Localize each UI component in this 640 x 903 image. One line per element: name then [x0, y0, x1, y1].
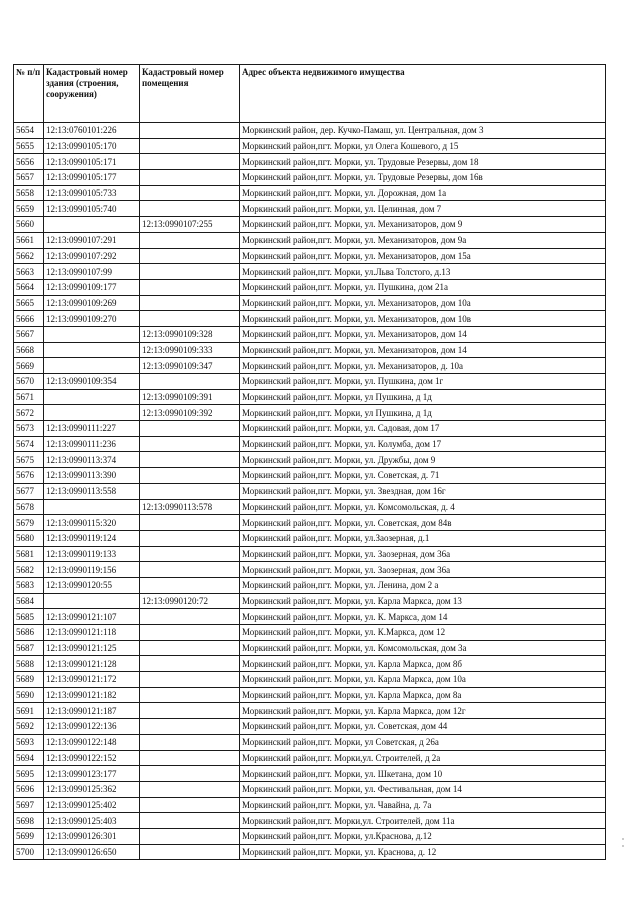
- table-row: [14, 311, 606, 327]
- cell-num: 5690: [14, 687, 44, 703]
- cell-address: Моркинский район,пгт. Морки, ул.Краснова, д.12: [240, 828, 606, 844]
- cell-num: 5669: [14, 358, 44, 374]
- table-row: [14, 546, 606, 562]
- table-row: [14, 436, 606, 452]
- cell-room-cadastral: [140, 766, 240, 782]
- cell-num: 5696: [14, 781, 44, 797]
- cell-address: Моркинский район,пгт. Морки, ул. Карла Маркса, дом 10а: [240, 672, 606, 688]
- cell-room-cadastral: [140, 201, 240, 217]
- cell-num: 5684: [14, 593, 44, 609]
- cell-room-cadastral: [140, 781, 240, 797]
- cell-room-cadastral: [140, 232, 240, 248]
- cell-address: Моркинский район,пгт. Морки, ул.Заозерная, д.1: [240, 530, 606, 546]
- table-row: [14, 154, 606, 170]
- cell-room-cadastral: [140, 828, 240, 844]
- cell-building-cadastral: [44, 405, 140, 421]
- table-row: [14, 264, 606, 280]
- table-row: [14, 295, 606, 311]
- table-row: [14, 326, 606, 342]
- cell-num: 5663: [14, 264, 44, 280]
- cell-address: Моркинский район,пгт. Морки, ул. Заозерная, дом 36а: [240, 546, 606, 562]
- header-row: [14, 65, 606, 123]
- cell-num: 5686: [14, 625, 44, 641]
- cell-num: 5693: [14, 734, 44, 750]
- cell-building-cadastral: 12:13:0990107:99: [44, 264, 140, 280]
- cell-address: Моркинский район,пгт. Морки, ул. Заозерная, дом 36а: [240, 562, 606, 578]
- cell-address: Моркинский район,пгт. Морки, ул Пушкина, д 1д: [240, 405, 606, 421]
- scan-speck: [622, 838, 624, 840]
- cell-num: 5679: [14, 515, 44, 531]
- cell-room-cadastral: [140, 656, 240, 672]
- cell-address: Моркинский район,пгт. Морки, ул. Фестивальная, дом 14: [240, 781, 606, 797]
- table-row: [14, 123, 606, 139]
- cell-room-cadastral: [140, 734, 240, 750]
- cell-address: Моркинский район,пгт. Морки, ул Советская, д 26а: [240, 734, 606, 750]
- cell-num: 5665: [14, 295, 44, 311]
- cell-num: 5695: [14, 766, 44, 782]
- cell-address: Моркинский район,пгт. Морки, ул. Ленина, дом 2 а: [240, 577, 606, 593]
- cell-address: Моркинский район,пгт. Морки, ул. К. Маркса, дом 14: [240, 609, 606, 625]
- cell-num: 5692: [14, 719, 44, 735]
- cell-address: Моркинский район,пгт. Морки, ул. Дружбы, дом 9: [240, 452, 606, 468]
- cell-address: Моркинский район,пгт. Морки, ул. Механизаторов, дом 10в: [240, 311, 606, 327]
- cell-room-cadastral: [140, 436, 240, 452]
- cell-building-cadastral: 12:13:0990123:177: [44, 766, 140, 782]
- cell-room-cadastral: 12:13:0990109:333: [140, 342, 240, 358]
- table-row: [14, 640, 606, 656]
- cell-address: Моркинский район,пгт. Морки, ул Пушкина, д 1д: [240, 389, 606, 405]
- cell-num: 5672: [14, 405, 44, 421]
- cell-room-cadastral: [140, 719, 240, 735]
- cell-address: Моркинский район,пгт. Морки, ул. Карла Маркса, дом 13: [240, 593, 606, 609]
- cell-num: 5659: [14, 201, 44, 217]
- table-row: [14, 232, 606, 248]
- cell-num: 5678: [14, 499, 44, 515]
- cell-num: 5700: [14, 844, 44, 860]
- cell-building-cadastral: 12:13:0990125:402: [44, 797, 140, 813]
- cell-building-cadastral: [44, 217, 140, 233]
- cell-building-cadastral: 12:13:0990126:301: [44, 828, 140, 844]
- table-row: [14, 468, 606, 484]
- cell-room-cadastral: 12:13:0990113:578: [140, 499, 240, 515]
- table-row: [14, 766, 606, 782]
- cell-building-cadastral: 12:13:0990105:733: [44, 185, 140, 201]
- cell-building-cadastral: 12:13:0990111:227: [44, 421, 140, 437]
- cell-address: Моркинский район,пгт. Морки, ул. Карла Маркса, дом 8а: [240, 687, 606, 703]
- cell-building-cadastral: 12:13:0990121:182: [44, 687, 140, 703]
- cell-num: 5658: [14, 185, 44, 201]
- table-row: [14, 342, 606, 358]
- cell-num: 5654: [14, 123, 44, 139]
- cell-building-cadastral: 12:13:0990119:156: [44, 562, 140, 578]
- cell-address: Моркинский район,пгт. Морки, ул. Комсомольская, дом 3а: [240, 640, 606, 656]
- cell-room-cadastral: [140, 311, 240, 327]
- cell-room-cadastral: [140, 562, 240, 578]
- table-row: [14, 734, 606, 750]
- cell-num: 5671: [14, 389, 44, 405]
- table-row: [14, 185, 606, 201]
- cell-building-cadastral: 12:13:0990121:118: [44, 625, 140, 641]
- table-row: [14, 452, 606, 468]
- cell-building-cadastral: 12:13:0990125:403: [44, 813, 140, 829]
- cell-address: Моркинский район, дер. Кучко-Памаш, ул. Центральная, дом 3: [240, 123, 606, 139]
- cell-room-cadastral: [140, 123, 240, 139]
- cell-num: 5675: [14, 452, 44, 468]
- table-row: [14, 499, 606, 515]
- table-row: [14, 201, 606, 217]
- cell-num: 5673: [14, 421, 44, 437]
- cell-num: 5655: [14, 138, 44, 154]
- cell-address: Моркинский район,пгт. Морки, ул. Советская, дом 84в: [240, 515, 606, 531]
- table-row: [14, 530, 606, 546]
- cell-address: Моркинский район,пгт. Морки, ул. Шкетана, дом 10: [240, 766, 606, 782]
- scan-speck: [622, 845, 624, 847]
- cell-room-cadastral: [140, 577, 240, 593]
- table-row: [14, 672, 606, 688]
- cell-address: Моркинский район,пгт. Морки, ул. Механизаторов, дом 9а: [240, 232, 606, 248]
- cell-address: Моркинский район,пгт. Морки, ул. Пушкина, дом 21а: [240, 279, 606, 295]
- cell-building-cadastral: 12:13:0990111:236: [44, 436, 140, 452]
- cell-building-cadastral: 12:13:0990107:292: [44, 248, 140, 264]
- cell-room-cadastral: 12:13:0990109:391: [140, 389, 240, 405]
- cell-num: 5687: [14, 640, 44, 656]
- cell-address: Моркинский район,пгт. Морки, ул. Трудовые Резервы, дом 18: [240, 154, 606, 170]
- cell-building-cadastral: 12:13:0990126:650: [44, 844, 140, 860]
- cell-address: Моркинский район,пгт. Морки,ул. Строителей, дом 11а: [240, 813, 606, 829]
- cell-address: Моркинский район,пгт. Морки, ул. Садовая, дом 17: [240, 421, 606, 437]
- cell-building-cadastral: 12:13:0990109:270: [44, 311, 140, 327]
- cell-building-cadastral: 12:13:0990121:107: [44, 609, 140, 625]
- cell-building-cadastral: [44, 389, 140, 405]
- cell-num: 5694: [14, 750, 44, 766]
- cell-num: 5668: [14, 342, 44, 358]
- cell-num: 5661: [14, 232, 44, 248]
- table-row: [14, 421, 606, 437]
- cell-address: Моркинский район,пгт. Морки, ул. Механизаторов, дом 14: [240, 342, 606, 358]
- cell-room-cadastral: 12:13:0990109:328: [140, 326, 240, 342]
- table-row: [14, 844, 606, 860]
- cell-room-cadastral: [140, 421, 240, 437]
- cell-building-cadastral: 12:13:0990121:172: [44, 672, 140, 688]
- cell-room-cadastral: [140, 625, 240, 641]
- cell-address: Моркинский район,пгт. Морки, ул. Советская, д. 71: [240, 468, 606, 484]
- table-row: [14, 577, 606, 593]
- cell-num: 5666: [14, 311, 44, 327]
- table-row: [14, 625, 606, 641]
- cell-room-cadastral: [140, 279, 240, 295]
- cell-building-cadastral: 12:13:0990113:390: [44, 468, 140, 484]
- cell-num: 5682: [14, 562, 44, 578]
- cell-building-cadastral: 12:13:0990113:558: [44, 483, 140, 499]
- cell-num: 5662: [14, 248, 44, 264]
- cell-building-cadastral: 12:13:0990105:740: [44, 201, 140, 217]
- cell-room-cadastral: [140, 185, 240, 201]
- cell-room-cadastral: [140, 138, 240, 154]
- cell-building-cadastral: 12:13:0990121:125: [44, 640, 140, 656]
- cell-room-cadastral: [140, 483, 240, 499]
- cell-room-cadastral: [140, 797, 240, 813]
- cell-num: 5677: [14, 483, 44, 499]
- cell-building-cadastral: [44, 499, 140, 515]
- table-row: [14, 515, 606, 531]
- cell-building-cadastral: 12:13:0990105:170: [44, 138, 140, 154]
- header-address: Адрес объекта недвижимого имущества: [240, 65, 606, 123]
- cell-num: 5689: [14, 672, 44, 688]
- cell-address: Моркинский район,пгт. Морки,ул. Строителей, д 2а: [240, 750, 606, 766]
- cell-building-cadastral: 12:13:0990105:177: [44, 170, 140, 186]
- cell-building-cadastral: 12:13:0990105:171: [44, 154, 140, 170]
- cell-num: 5683: [14, 577, 44, 593]
- cell-building-cadastral: 12:13:0760101:226: [44, 123, 140, 139]
- table-row: [14, 248, 606, 264]
- cell-address: Моркинский район,пгт. Морки, ул. Механизаторов, дом 15а: [240, 248, 606, 264]
- cell-room-cadastral: [140, 295, 240, 311]
- cell-address: Моркинский район,пгт. Морки, ул. Механизаторов, дом 14: [240, 326, 606, 342]
- cell-num: 5660: [14, 217, 44, 233]
- cell-address: Моркинский район,пгт. Морки, ул. Колумба, дом 17: [240, 436, 606, 452]
- cell-building-cadastral: 12:13:0990122:148: [44, 734, 140, 750]
- cell-building-cadastral: 12:13:0990122:152: [44, 750, 140, 766]
- header-room-cadastral: Кадастровый номер помещения: [140, 65, 240, 123]
- cell-num: 5688: [14, 656, 44, 672]
- cell-num: 5657: [14, 170, 44, 186]
- cell-address: Моркинский район,пгт. Морки, ул. Краснова, д. 12: [240, 844, 606, 860]
- table-row: [14, 781, 606, 797]
- cell-room-cadastral: [140, 546, 240, 562]
- cell-building-cadastral: 12:13:0990113:374: [44, 452, 140, 468]
- cell-num: 5680: [14, 530, 44, 546]
- cell-building-cadastral: 12:13:0990109:354: [44, 374, 140, 390]
- header-building-cadastral: Кадастровый номер здания (строения, сооружения): [44, 65, 140, 123]
- cell-num: 5670: [14, 374, 44, 390]
- cell-room-cadastral: [140, 750, 240, 766]
- table-row: [14, 405, 606, 421]
- cell-address: Моркинский район,пгт. Морки, ул. Пушкина, дом 1г: [240, 374, 606, 390]
- cell-room-cadastral: [140, 844, 240, 860]
- cell-address: Моркинский район,пгт. Морки, ул. Чавайна, д. 7а: [240, 797, 606, 813]
- cell-num: 5698: [14, 813, 44, 829]
- cell-building-cadastral: 12:13:0990115:320: [44, 515, 140, 531]
- table-row: [14, 374, 606, 390]
- cell-address: Моркинский район,пгт. Морки, ул.Льва Толстого, д.13: [240, 264, 606, 280]
- cell-building-cadastral: 12:13:0990125:362: [44, 781, 140, 797]
- cell-building-cadastral: 12:13:0990119:133: [44, 546, 140, 562]
- property-table: [13, 64, 606, 860]
- table-body: [14, 123, 606, 860]
- cell-num: 5691: [14, 703, 44, 719]
- table-row: [14, 813, 606, 829]
- cell-num: 5667: [14, 326, 44, 342]
- table-row: [14, 656, 606, 672]
- table-row: [14, 719, 606, 735]
- table-row: [14, 687, 606, 703]
- table-row: [14, 703, 606, 719]
- cell-address: Моркинский район,пгт. Морки, ул. Звездная, дом 16г: [240, 483, 606, 499]
- cell-address: Моркинский район,пгт. Морки, ул. Целинная, дом 7: [240, 201, 606, 217]
- cell-num: 5664: [14, 279, 44, 295]
- cell-building-cadastral: 12:13:0990119:124: [44, 530, 140, 546]
- cell-num: 5681: [14, 546, 44, 562]
- cell-num: 5674: [14, 436, 44, 452]
- table-row: [14, 797, 606, 813]
- cell-address: Моркинский район,пгт. Морки, ул. Механизаторов, дом 9: [240, 217, 606, 233]
- cell-address: Моркинский район,пгт. Морки, ул Олега Кошевого, д 15: [240, 138, 606, 154]
- cell-num: 5656: [14, 154, 44, 170]
- cell-num: 5676: [14, 468, 44, 484]
- table-row: [14, 358, 606, 374]
- cell-room-cadastral: [140, 687, 240, 703]
- cell-building-cadastral: 12:13:0990120:55: [44, 577, 140, 593]
- cell-building-cadastral: 12:13:0990109:269: [44, 295, 140, 311]
- cell-room-cadastral: [140, 530, 240, 546]
- cell-room-cadastral: 12:13:0990107:255: [140, 217, 240, 233]
- cell-room-cadastral: 12:13:0990120:72: [140, 593, 240, 609]
- cell-building-cadastral: 12:13:0990107:291: [44, 232, 140, 248]
- cell-address: Моркинский район,пгт. Морки, ул. Трудовые Резервы, дом 16в: [240, 170, 606, 186]
- cell-room-cadastral: [140, 264, 240, 280]
- table-row: [14, 750, 606, 766]
- cell-address: Моркинский район,пгт. Морки, ул. Механизаторов, дом 10а: [240, 295, 606, 311]
- cell-address: Моркинский район,пгт. Морки, ул. Механизаторов, д. 10а: [240, 358, 606, 374]
- table-row: [14, 609, 606, 625]
- cell-room-cadastral: [140, 452, 240, 468]
- cell-room-cadastral: [140, 468, 240, 484]
- cell-room-cadastral: 12:13:0990109:347: [140, 358, 240, 374]
- cell-num: 5697: [14, 797, 44, 813]
- table-row: [14, 138, 606, 154]
- table-row: [14, 483, 606, 499]
- table-row: [14, 170, 606, 186]
- cell-address: Моркинский район,пгт. Морки, ул. К.Маркса, дом 12: [240, 625, 606, 641]
- cell-room-cadastral: [140, 248, 240, 264]
- cell-building-cadastral: 12:13:0990121:128: [44, 656, 140, 672]
- table-row: [14, 562, 606, 578]
- cell-building-cadastral: 12:13:0990109:177: [44, 279, 140, 295]
- cell-address: Моркинский район,пгт. Морки, ул. Комсомольская, д. 4: [240, 499, 606, 515]
- table-row: [14, 828, 606, 844]
- cell-room-cadastral: [140, 672, 240, 688]
- cell-address: Моркинский район,пгт. Морки, ул. Дорожная, дом 1а: [240, 185, 606, 201]
- cell-address: Моркинский район,пгт. Морки, ул. Карла Маркса, дом 12г: [240, 703, 606, 719]
- header-num: № п/п: [14, 65, 44, 123]
- cell-building-cadastral: [44, 326, 140, 342]
- table-row: [14, 389, 606, 405]
- table-row: [14, 593, 606, 609]
- cell-room-cadastral: [140, 154, 240, 170]
- cell-building-cadastral: [44, 593, 140, 609]
- table-header: [14, 65, 606, 123]
- cell-room-cadastral: [140, 640, 240, 656]
- cell-num: 5699: [14, 828, 44, 844]
- cell-room-cadastral: [140, 170, 240, 186]
- cell-room-cadastral: [140, 703, 240, 719]
- cell-building-cadastral: [44, 358, 140, 374]
- table-row: [14, 279, 606, 295]
- cell-building-cadastral: 12:13:0990122:136: [44, 719, 140, 735]
- cell-room-cadastral: 12:13:0990109:392: [140, 405, 240, 421]
- cell-address: Моркинский район,пгт. Морки, ул. Советская, дом 44: [240, 719, 606, 735]
- cell-room-cadastral: [140, 374, 240, 390]
- cell-room-cadastral: [140, 609, 240, 625]
- cell-building-cadastral: 12:13:0990121:187: [44, 703, 140, 719]
- cell-address: Моркинский район,пгт. Морки, ул. Карла Маркса, дом 8б: [240, 656, 606, 672]
- cell-room-cadastral: [140, 813, 240, 829]
- cell-building-cadastral: [44, 342, 140, 358]
- cell-room-cadastral: [140, 515, 240, 531]
- table-row: [14, 217, 606, 233]
- cell-num: 5685: [14, 609, 44, 625]
